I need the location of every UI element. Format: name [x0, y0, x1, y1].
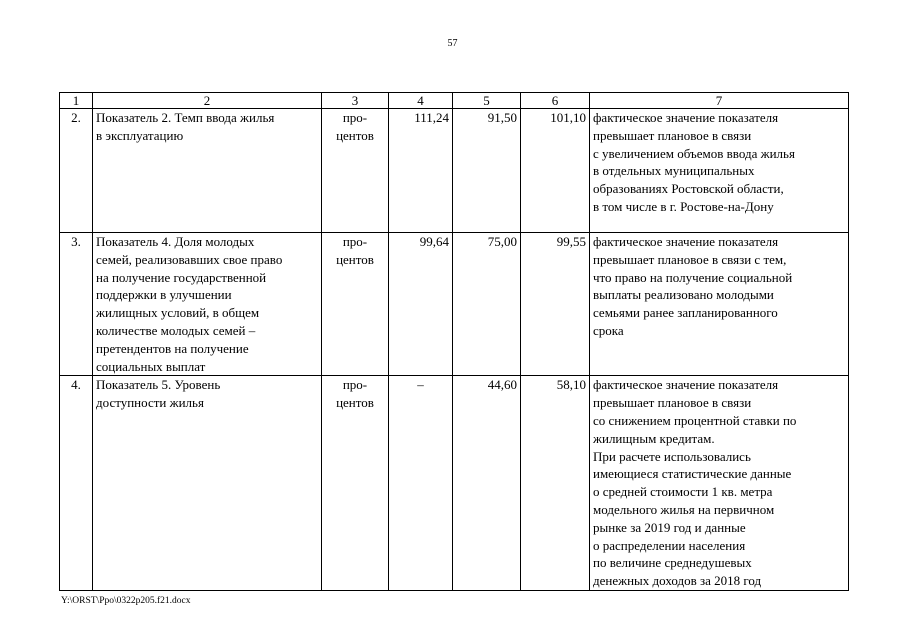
indicator-name-line: Показатель 5. Уровень — [96, 377, 221, 393]
indicator-name-line: поддержки в улучшении — [96, 287, 232, 303]
unit-line: центов — [336, 127, 374, 143]
row-number: 4. — [60, 376, 93, 591]
note-line: в отдельных муниципальных — [593, 163, 755, 179]
indicator-name-line: на получение государственной — [96, 269, 267, 285]
unit-cell — [322, 376, 389, 591]
note-line: рынке за 2019 год и данные — [593, 519, 746, 535]
note-line: денежных доходов за 2018 год — [593, 573, 762, 589]
header-cell: 3 — [322, 93, 389, 109]
indicator-name-line: социальных выплат — [96, 358, 206, 374]
header-cell: 6 — [521, 93, 590, 109]
row-number: 3. — [60, 233, 93, 376]
indicator-name — [93, 233, 322, 376]
indicator-name — [93, 109, 322, 233]
file-path-footer: Y:\ORST\Ppo\0322p205.f21.docx — [61, 596, 191, 606]
unit-line: про- — [342, 234, 368, 249]
note-line: о средней стоимости 1 кв. метра — [593, 484, 773, 500]
header-row — [60, 93, 849, 109]
indicator-name-line: жилищных условий, в общем — [96, 305, 260, 321]
value-col4: 99,64 — [389, 233, 453, 376]
note-line: фактическое значение показателя — [593, 377, 779, 393]
unit-line: центов — [336, 251, 374, 267]
note-line: выплаты реализовано молодыми — [593, 287, 774, 303]
indicator-name-line: в эксплуатацию — [96, 127, 184, 143]
note-line: о распределении населения — [593, 537, 746, 553]
note-line: по величине среднедушевых — [593, 555, 752, 571]
value-col4: – — [389, 376, 453, 591]
indicator-name-line: семей, реализовавших свое право — [96, 251, 283, 267]
table-row — [60, 376, 849, 591]
table-row — [60, 233, 849, 376]
unit-line: про- — [342, 110, 368, 125]
indicator-name-line: Показатель 4. Доля молодых — [96, 234, 255, 249]
indicator-name-line: доступности жилья — [96, 395, 204, 411]
note-line: модельного жилья на первичном — [593, 501, 775, 517]
note-line: жилищным кредитам. — [593, 430, 715, 446]
note-line: превышает плановое в связи с тем, — [593, 251, 787, 267]
row-number: 2. — [60, 109, 93, 233]
header-cell: 2 — [93, 93, 322, 109]
header-cell: 5 — [453, 93, 521, 109]
note-line: срока — [593, 322, 624, 338]
unit-cell — [322, 233, 389, 376]
indicator-name — [93, 376, 322, 591]
note-line: с увеличением объемов ввода жилья — [593, 145, 795, 161]
note-line: фактическое значение показателя — [593, 110, 779, 125]
header-cell: 7 — [590, 93, 849, 109]
value-col5: 44,60 — [453, 376, 521, 591]
value-col5: 91,50 — [453, 109, 521, 233]
unit-cell — [322, 109, 389, 233]
header-cell: 4 — [389, 93, 453, 109]
note-line: фактическое значение показателя — [593, 234, 779, 249]
note-line: образованиях Ростовской области, — [593, 181, 784, 197]
value-col6: 99,55 — [521, 233, 590, 376]
note-line: При расчете использовались — [593, 448, 751, 464]
unit-line: центов — [336, 395, 374, 411]
value-col6: 58,10 — [521, 376, 590, 591]
note-cell — [590, 233, 849, 376]
indicator-name-line: количестве молодых семей – — [96, 322, 256, 338]
page-number: 57 — [447, 38, 458, 49]
note-cell — [590, 376, 849, 591]
table-row — [60, 109, 849, 233]
note-line: со снижением процентной ставки по — [593, 412, 797, 428]
indicator-name-line: претендентов на получение — [96, 340, 249, 356]
note-line: имеющиеся статистические данные — [593, 466, 792, 482]
note-line: в том числе в г. Ростове-на-Дону — [593, 198, 774, 214]
note-line: семьями ранее запланированного — [593, 305, 778, 321]
report-table — [59, 92, 849, 591]
value-col6: 101,10 — [521, 109, 590, 233]
note-cell — [590, 109, 849, 233]
indicator-name-line: Показатель 2. Темп ввода жилья — [96, 110, 275, 125]
header-cell: 1 — [60, 93, 93, 109]
note-line: превышает плановое в связи — [593, 395, 752, 411]
note-line: что право на получение социальной — [593, 269, 793, 285]
value-col5: 75,00 — [453, 233, 521, 376]
unit-line: про- — [342, 377, 368, 393]
note-line: превышает плановое в связи — [593, 127, 752, 143]
value-col4: 111,24 — [389, 109, 453, 233]
